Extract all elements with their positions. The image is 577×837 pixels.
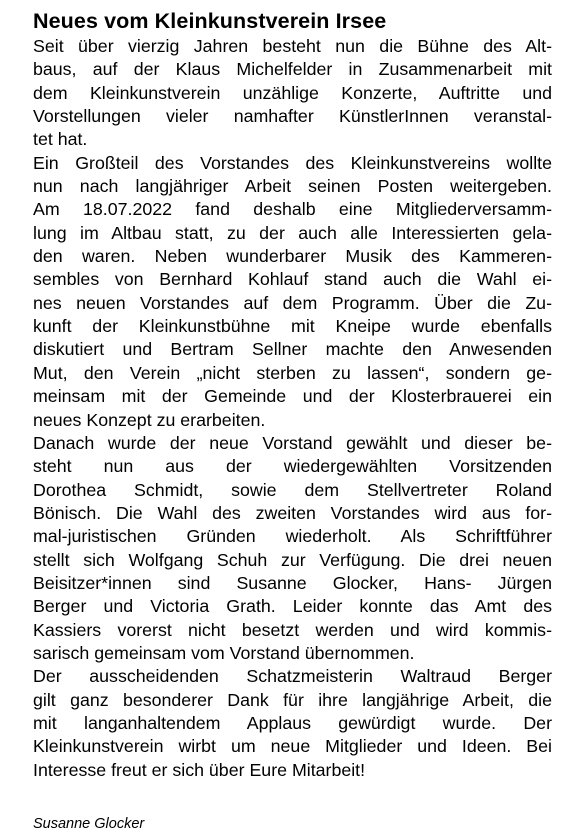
paragraph-line: Dorothea Schmidt, sowie dem Stellvertreter Roland [33, 479, 552, 500]
paragraph-line: lung im Altbau statt, zu der auch alle Interessierten gela- [33, 222, 552, 243]
paragraph-line: steht nun aus der wiedergewählten Vorsitzenden [33, 456, 552, 477]
paragraph-line: Vorstellungen vieler namhafter KünstlerInnen veranstal- [33, 106, 552, 127]
paragraph-line: Ein Großteil des Vorstandes des Kleinkunstvereins wollte [33, 152, 552, 173]
paragraph-line: Bönisch. Die Wahl des zweiten Vorstandes wird aus for- [33, 502, 552, 523]
paragraph-line: Danach wurde der neue Vorstand gewählt und dieser be- [33, 432, 552, 453]
paragraph-line: neues Konzept zu erarbeiten. [33, 409, 266, 430]
paragraph-line: Interesse freut er sich über Eure Mitarbeit! [33, 759, 366, 780]
paragraph-line: sembles von Bernhard Kohlauf stand auch die Wahl ei- [33, 269, 552, 290]
paragraph-line: mit langanhaltendem Applaus gewürdigt wurde. Der [33, 712, 552, 733]
paragraph-line: Beisitzer*innen sind Susanne Glocker, Hans- Jürgen [33, 572, 552, 593]
paragraph-line: Seit über vierzig Jahren besteht nun die Bühne des Alt- [33, 36, 552, 56]
paragraph-line: den waren. Neben wunderbarer Musik des Kammeren- [33, 246, 552, 267]
paragraph-line: kunft der Kleinkunstbühne mit Kneipe wurde ebenfalls [33, 316, 552, 337]
article-paragraph [33, 35, 552, 152]
paragraph-line: tet hat. [33, 129, 88, 150]
article-headline: Neues vom Kleinkunstverein Irsee [33, 9, 387, 33]
paragraph-line: gilt ganz besonderer Dank für ihre langjährige Arbeit, die [33, 689, 552, 710]
paragraph-line: nes neuen Vorstandes auf dem Programm. Über die Zu- [33, 292, 552, 313]
paragraph-line: Mut, den Verein „nicht sterben zu lassen“, sondern ge- [33, 362, 552, 383]
paragraph-line: stellt sich Wolfgang Schuh zur Verfügung. Die drei neuen [33, 549, 552, 570]
paragraph-line: Der ausscheidenden Schatzmeisterin Waltraud Berger [33, 666, 552, 687]
paragraph-line: meinsam mit der Gemeinde und der Klosterbrauerei ein [33, 386, 552, 407]
article-paragraph [33, 665, 552, 782]
paragraph-line: nun nach langjähriger Arbeit seinen Posten weitergeben. [33, 176, 552, 197]
article-body [33, 35, 552, 782]
article [33, 8, 552, 782]
paragraph-line: diskutiert und Bertram Sellner machte den Anwesenden [33, 339, 552, 360]
paragraph-line: Berger und Victoria Grath. Leider konnte das Amt des [33, 596, 552, 617]
paragraph-line: sarisch gemeinsam vom Vorstand übernommen. [33, 642, 415, 663]
article-author: Susanne Glocker [33, 816, 145, 832]
article-paragraph [33, 152, 552, 432]
paragraph-line: dem Kleinkunstverein unzählige Konzerte, Auftritte und [33, 82, 552, 103]
paragraph-line: Am 18.07.2022 fand deshalb eine Mitgliederversamm- [33, 199, 552, 220]
article-paragraph [33, 432, 552, 665]
paragraph-line: Kleinkunstverein wirbt um neue Mitglieder und Ideen. Bei [33, 736, 552, 757]
paragraph-line: Kassiers vorerst nicht besetzt werden und wird kommis- [33, 619, 552, 640]
paragraph-line: baus, auf der Klaus Michelfelder in Zusammenarbeit mit [33, 59, 552, 80]
paragraph-line: mal-juristischen Gründen wiederholt. Als Schriftführer [33, 526, 552, 547]
